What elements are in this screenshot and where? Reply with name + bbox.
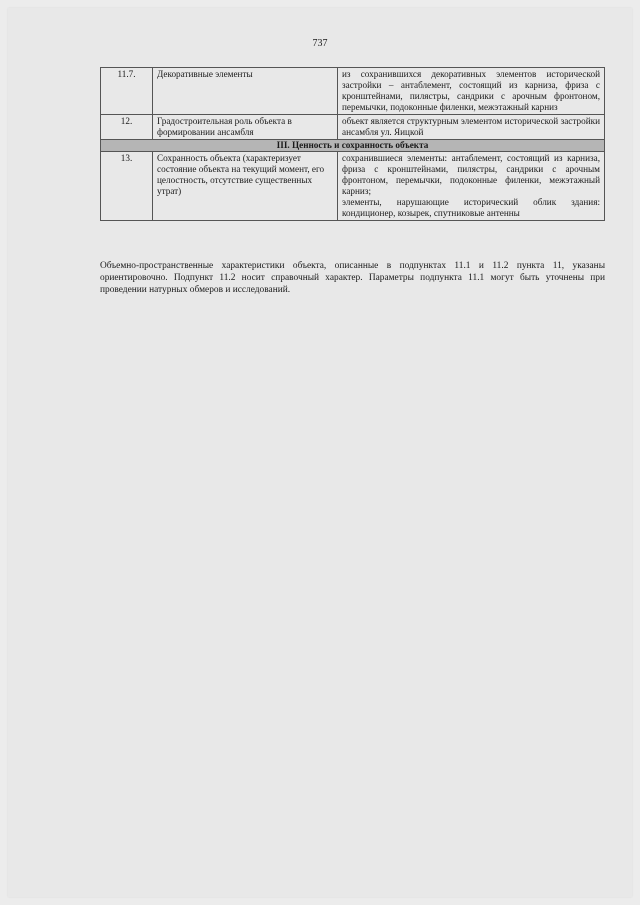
section-header-row (101, 140, 605, 152)
document-page (8, 8, 632, 897)
row-number: 12. (101, 115, 153, 140)
row-label: Градостроительная роль объекта в формировании ансамбля (153, 115, 338, 140)
page-number: 737 (312, 38, 328, 49)
table-row (101, 115, 605, 140)
row-number: 11.7. (101, 68, 153, 115)
table-row (101, 68, 605, 115)
row-value (338, 152, 605, 221)
row-label: Сохранность объекта (характеризует состояние объекта на текущий момент, его целостность, отсутствие существенных утрат) (153, 152, 338, 221)
row-value-line: сохранившиеся элементы: антаблемент, состоящий из карниза, фриза с кронштейнами, пилястры, сандрики с арочным фронтоном, перемычки, подоконные филенки, межэтажный карниз; (342, 153, 600, 196)
row-value-line: элементы, нарушающие исторический облик здания: кондиционер, козырек, спутниковые антенны (342, 197, 600, 218)
footnote-paragraph: Объемно-пространственные характеристики объекта, описанные в подпунктах 11.1 и 11.2 пункта 11, указаны ориентировочно. Подпункт 11.2 носит справочный характер. Параметры подпункта 11.1 могут быть уточнены при проведении натурных обмеров и исследований. (100, 261, 605, 295)
row-value: из сохранившихся декоративных элементов исторической застройки – антаблемент, состоящий из карниза, фриза с кронштейнами, пилястры, сандрики с арочным фронтоном, перемычки, подоконные филенки, межэтажный карниз (338, 68, 605, 115)
row-number: 13. (101, 152, 153, 221)
table-row (101, 152, 605, 221)
section-title: III. Ценность и сохранность объекта (101, 140, 605, 152)
object-characteristics-table (100, 67, 605, 221)
row-value: объект является структурным элементом исторической застройки ансамбля ул. Яицкой (338, 115, 605, 140)
row-label: Декоративные элементы (153, 68, 338, 115)
